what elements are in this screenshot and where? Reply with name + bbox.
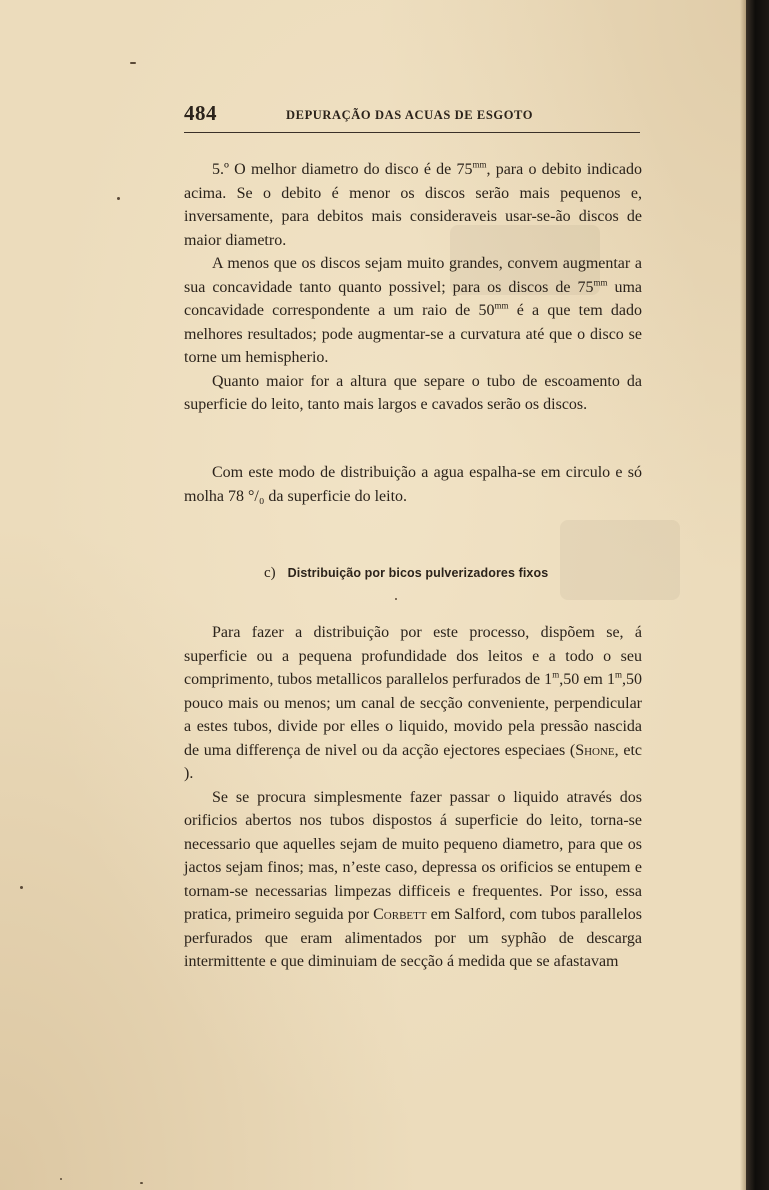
- section-title: Distribuição por bicos pulverizadores fixos: [287, 566, 549, 580]
- text-run: , para o debito indicado acima. Se o debito é menor os discos serão mais pequenos e, inversamente, para debitos mais consideraveis usar-se-ão discos de maior diametro.: [184, 161, 642, 249]
- paragraph-1: [184, 158, 642, 252]
- superscript-unit: m: [552, 669, 560, 680]
- person-name: Shone: [575, 741, 615, 759]
- page-number: 484: [184, 101, 217, 125]
- paragraph-4: Com este modo de distribuição a agua espalha-se em circulo e só molha 78 °/₀ da superficie do leito.: [184, 464, 642, 505]
- show-through-mark: [560, 520, 680, 600]
- superscript-unit: m: [615, 669, 623, 680]
- section-heading: [264, 565, 548, 582]
- paragraph-2: [184, 252, 642, 370]
- text-run: Se se procura simplesmente fazer passar o liquido através dos orificios abertos nos tubos dispostos á superficie do leito, torna-se necessario que aquelles sejam de muito pequeno diametro, para que os jactos sejam finos; mas, n’este caso, depressa os orificios se entupem e tornam-se necessarias limpezas difficeis e frequentes. Por isso, essa pratica, primeiro seguida por: [184, 788, 642, 923]
- text-run: Para fazer a distribuição por este processo, dispõem se, á superficie ou a pequena profundidade dos leitos e a todo o seu comprimento, tubos metallicos parallelos perfurados de 1: [184, 624, 642, 688]
- paper-speck: [130, 62, 136, 64]
- paper-speck: [117, 197, 120, 200]
- text-run: em Salford, com tubos parallelos perfurados que eram alimentados por um syphão de descarga intermittente e que diminuiam de secção á medida que se afastavam: [184, 906, 643, 970]
- section-letter: c): [264, 565, 276, 581]
- text-run: uma concavidade correspondente a um raio de 50: [184, 278, 643, 319]
- superscript-unit: mm: [494, 300, 509, 311]
- running-title: DEPURAÇÃO DAS ACUAS DE ESGOTO: [286, 108, 534, 122]
- text-run: 5.º O melhor diametro do disco é de 75: [212, 161, 473, 178]
- text-block-distribution: [184, 461, 642, 508]
- paragraph-6: [184, 786, 642, 974]
- text-block-top: [184, 158, 642, 417]
- header-rule: [184, 132, 640, 133]
- text-block-section-c: [184, 621, 642, 974]
- text-run: ,50 pouco mais ou menos; um canal de secção conveniente, perpendicular a estes tubos, divide por elles o liquido, movido pela pressão nascida de uma differença de nivel ou da acção ejectores especiaes (: [184, 671, 643, 759]
- paper-speck: [395, 598, 397, 600]
- text-run: A menos que os discos sejam muito grandes, convem augmentar a sua concavidade tanto quanto possivel; para os discos de 75: [184, 255, 642, 296]
- paper-speck: [140, 1182, 143, 1184]
- person-name: Corbett: [373, 906, 427, 923]
- paper-speck: [60, 1178, 62, 1180]
- book-spine: [746, 0, 769, 1190]
- text-run: ,50 em 1: [559, 671, 615, 688]
- paragraph-5: [184, 621, 642, 786]
- text-run: é a que tem dado melhores resultados; pode augmentar-se a curvatura até que o disco se torne um hemispherio.: [184, 302, 642, 366]
- paper-speck: [20, 886, 23, 889]
- page-header: [184, 101, 640, 131]
- superscript-unit: mm: [593, 277, 608, 288]
- text-run: , etc ).: [184, 741, 642, 782]
- superscript-unit: mm: [472, 159, 487, 170]
- paragraph-3: Quanto maior for a altura que separe o tubo de escoamento da superficie do leito, tanto mais largos e cavados serão os discos.: [184, 372, 642, 413]
